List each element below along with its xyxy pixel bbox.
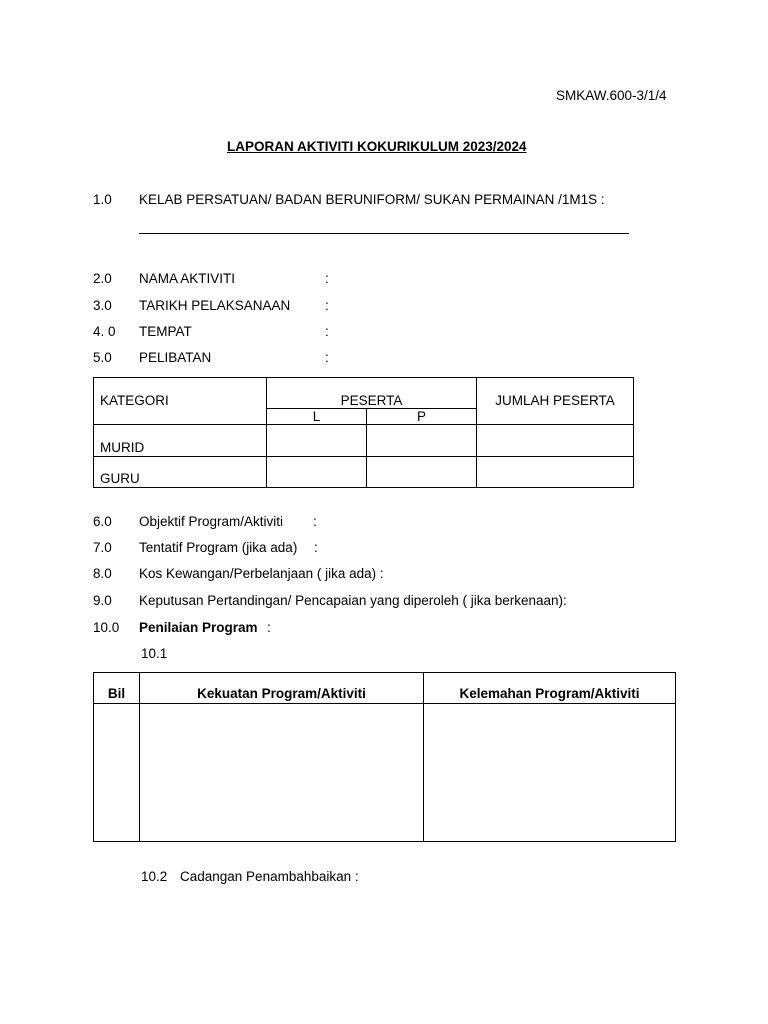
subsection-10-2-number: 10.2 xyxy=(141,869,168,884)
cell-murid-l[interactable] xyxy=(267,425,367,457)
item-label-tempat: TEMPAT xyxy=(139,324,192,339)
cell-guru-p[interactable] xyxy=(367,457,477,488)
fill-in-line xyxy=(139,233,629,234)
item-number: 10.0 xyxy=(93,620,120,635)
item-colon: : xyxy=(325,324,329,339)
item-number: 5.0 xyxy=(93,350,112,365)
item-number: 8.0 xyxy=(93,566,112,581)
cell-murid-jumlah[interactable] xyxy=(477,425,634,457)
item-colon: : xyxy=(267,620,271,635)
header-kekuatan: Kekuatan Program/Aktiviti xyxy=(140,673,424,704)
item-colon: : xyxy=(313,514,317,529)
item-number: 6.0 xyxy=(93,514,112,529)
item-label-nama-aktiviti: NAMA AKTIVITI xyxy=(139,271,236,286)
header-lelaki: L xyxy=(267,409,367,425)
item-number: 9.0 xyxy=(93,593,112,608)
page-title: LAPORAN AKTIVITI KOKURIKULUM 2023/2024 xyxy=(227,139,527,154)
participation-table xyxy=(93,377,634,488)
item-number: 1.0 xyxy=(93,192,112,207)
item-colon: : xyxy=(325,298,329,313)
item-colon: : xyxy=(325,350,329,365)
table-row xyxy=(94,457,634,488)
item-label-kos: Kos Kewangan/Perbelanjaan ( jika ada) : xyxy=(139,566,384,581)
subsection-10-2-label: Cadangan Penambahbaikan : xyxy=(180,869,359,884)
header-bil: Bil xyxy=(94,673,140,704)
item-number: 7.0 xyxy=(93,540,112,555)
cell-guru-jumlah[interactable] xyxy=(477,457,634,488)
header-peserta: PESERTA xyxy=(267,378,477,409)
cell-guru-l[interactable] xyxy=(267,457,367,488)
cell-kelemahan[interactable] xyxy=(424,704,676,842)
item-label-objektif: Objektif Program/Aktiviti xyxy=(139,514,284,529)
item-number: 3.0 xyxy=(93,298,112,313)
header-kategori: KATEGORI xyxy=(94,378,267,425)
item-label-penilaian: Penilaian Program xyxy=(139,620,258,635)
cell-kekuatan[interactable] xyxy=(140,704,424,842)
header-perempuan: P xyxy=(367,409,477,425)
item-label-tentatif: Tentatif Program (jika ada) xyxy=(139,540,298,555)
item-colon: : xyxy=(325,271,329,286)
evaluation-table xyxy=(93,672,676,842)
document-code: SMKAW.600-3/1/4 xyxy=(556,88,667,103)
item-colon: : xyxy=(314,540,318,555)
item-label-tarikh: TARIKH PELAKSANAAN xyxy=(139,298,291,313)
item-label-pelibatan: PELIBATAN xyxy=(139,350,212,365)
subsection-10-1: 10.1 xyxy=(141,646,168,661)
table-row xyxy=(94,704,676,842)
item-number: 2.0 xyxy=(93,271,112,286)
row-label-guru: GURU xyxy=(94,457,267,488)
item-number: 4. 0 xyxy=(93,324,116,339)
header-jumlah-peserta: JUMLAH PESERTA xyxy=(477,378,634,425)
item-label-keputusan: Keputusan Pertandingan/ Pencapaian yang diperoleh ( jika berkenaan): xyxy=(139,593,567,608)
table-row xyxy=(94,425,634,457)
cell-murid-p[interactable] xyxy=(367,425,477,457)
item-label-kelab: KELAB PERSATUAN/ BADAN BERUNIFORM/ SUKAN PERMAINAN /1M1S : xyxy=(139,192,605,207)
header-kelemahan: Kelemahan Program/Aktiviti xyxy=(424,673,676,704)
cell-bil[interactable] xyxy=(94,704,140,842)
row-label-murid: MURID xyxy=(94,425,267,457)
